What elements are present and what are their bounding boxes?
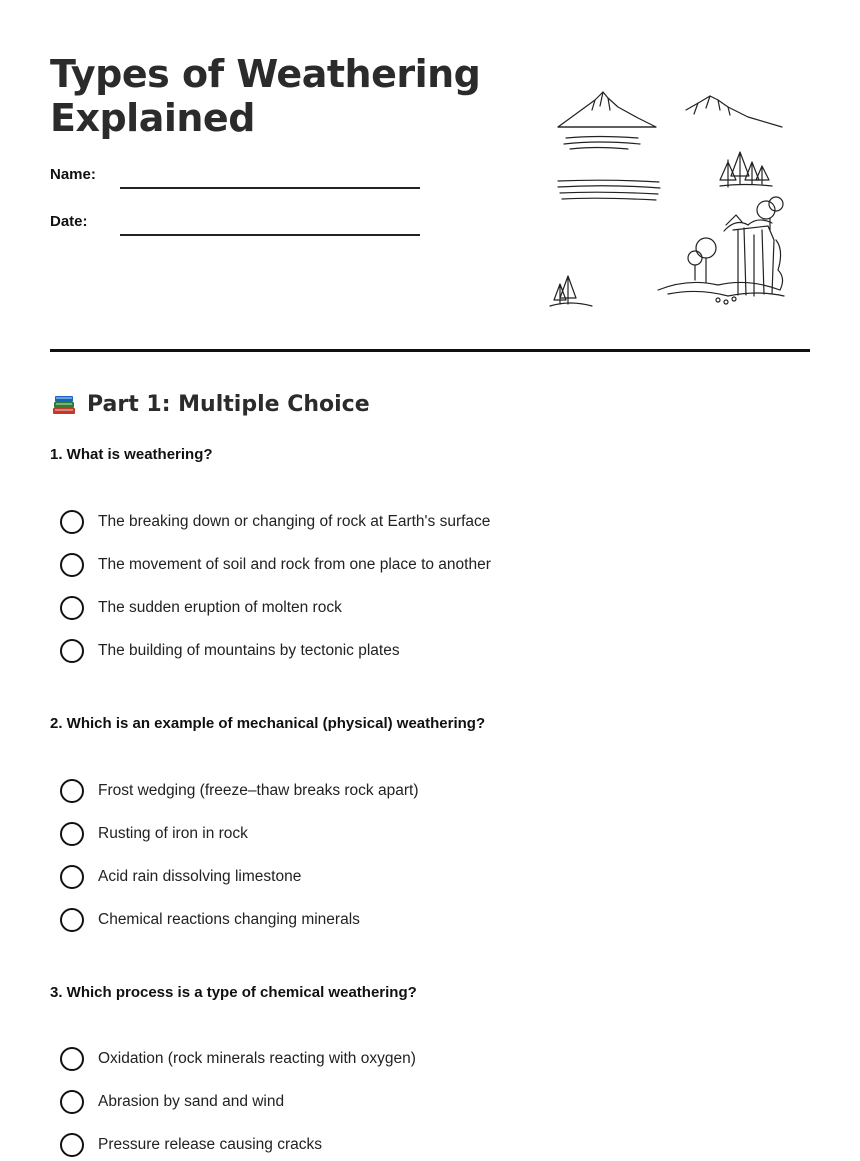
question-3-option-3[interactable]	[60, 1132, 322, 1158]
question-2-option-4[interactable]	[60, 907, 360, 933]
name-field[interactable]	[120, 187, 420, 189]
header-divider	[50, 349, 810, 352]
section-title-text: Part 1: Multiple Choice	[87, 391, 370, 417]
question-1-option-2[interactable]	[60, 552, 491, 578]
radio-button[interactable]	[60, 822, 84, 846]
date-field[interactable]	[120, 234, 420, 236]
question-3-option-1[interactable]	[60, 1046, 416, 1072]
radio-button[interactable]	[60, 596, 84, 620]
option-label: Acid rain dissolving limestone	[98, 868, 302, 885]
option-label: The building of mountains by tectonic plates	[98, 642, 400, 659]
page-title: Types of Weathering Explained	[50, 52, 481, 140]
question-1-option-1[interactable]	[60, 509, 490, 535]
option-label: The movement of soil and rock from one place to another	[98, 556, 491, 573]
question-1-option-3[interactable]	[60, 595, 342, 621]
question-3-prompt: 3. Which process is a type of chemical weathering?	[50, 984, 417, 1001]
date-label: Date:	[50, 213, 88, 230]
radio-button[interactable]	[60, 865, 84, 889]
radio-button[interactable]	[60, 510, 84, 534]
option-label: Frost wedging (freeze–thaw breaks rock apart)	[98, 782, 419, 799]
question-2-prompt: 2. Which is an example of mechanical (physical) weathering?	[50, 715, 486, 732]
radio-button[interactable]	[60, 1090, 84, 1114]
landscape-sketch-icon	[548, 80, 798, 315]
name-label: Name:	[50, 166, 96, 183]
books-icon	[50, 390, 78, 418]
question-1-option-4[interactable]	[60, 638, 400, 664]
radio-button[interactable]	[60, 779, 84, 803]
radio-button[interactable]	[60, 639, 84, 663]
question-3-option-2[interactable]	[60, 1089, 284, 1115]
question-2-option-3[interactable]	[60, 864, 301, 890]
option-label: Oxidation (rock minerals reacting with oxygen)	[98, 1050, 416, 1067]
radio-button[interactable]	[60, 908, 84, 932]
radio-button[interactable]	[60, 1047, 84, 1071]
option-label: Abrasion by sand and wind	[98, 1093, 285, 1110]
option-label: Pressure release causing cracks	[98, 1136, 322, 1153]
question-2-option-1[interactable]	[60, 778, 418, 804]
question-1-prompt: 1. What is weathering?	[50, 446, 213, 463]
radio-button[interactable]	[60, 1133, 84, 1157]
section-title	[50, 388, 370, 420]
option-label: Chemical reactions changing minerals	[98, 911, 360, 928]
option-label: The sudden eruption of molten rock	[98, 599, 342, 616]
radio-button[interactable]	[60, 553, 84, 577]
option-label: The breaking down or changing of rock at Earth's surface	[98, 513, 491, 530]
question-2-option-2[interactable]	[60, 821, 248, 847]
option-label: Rusting of iron in rock	[98, 825, 248, 842]
